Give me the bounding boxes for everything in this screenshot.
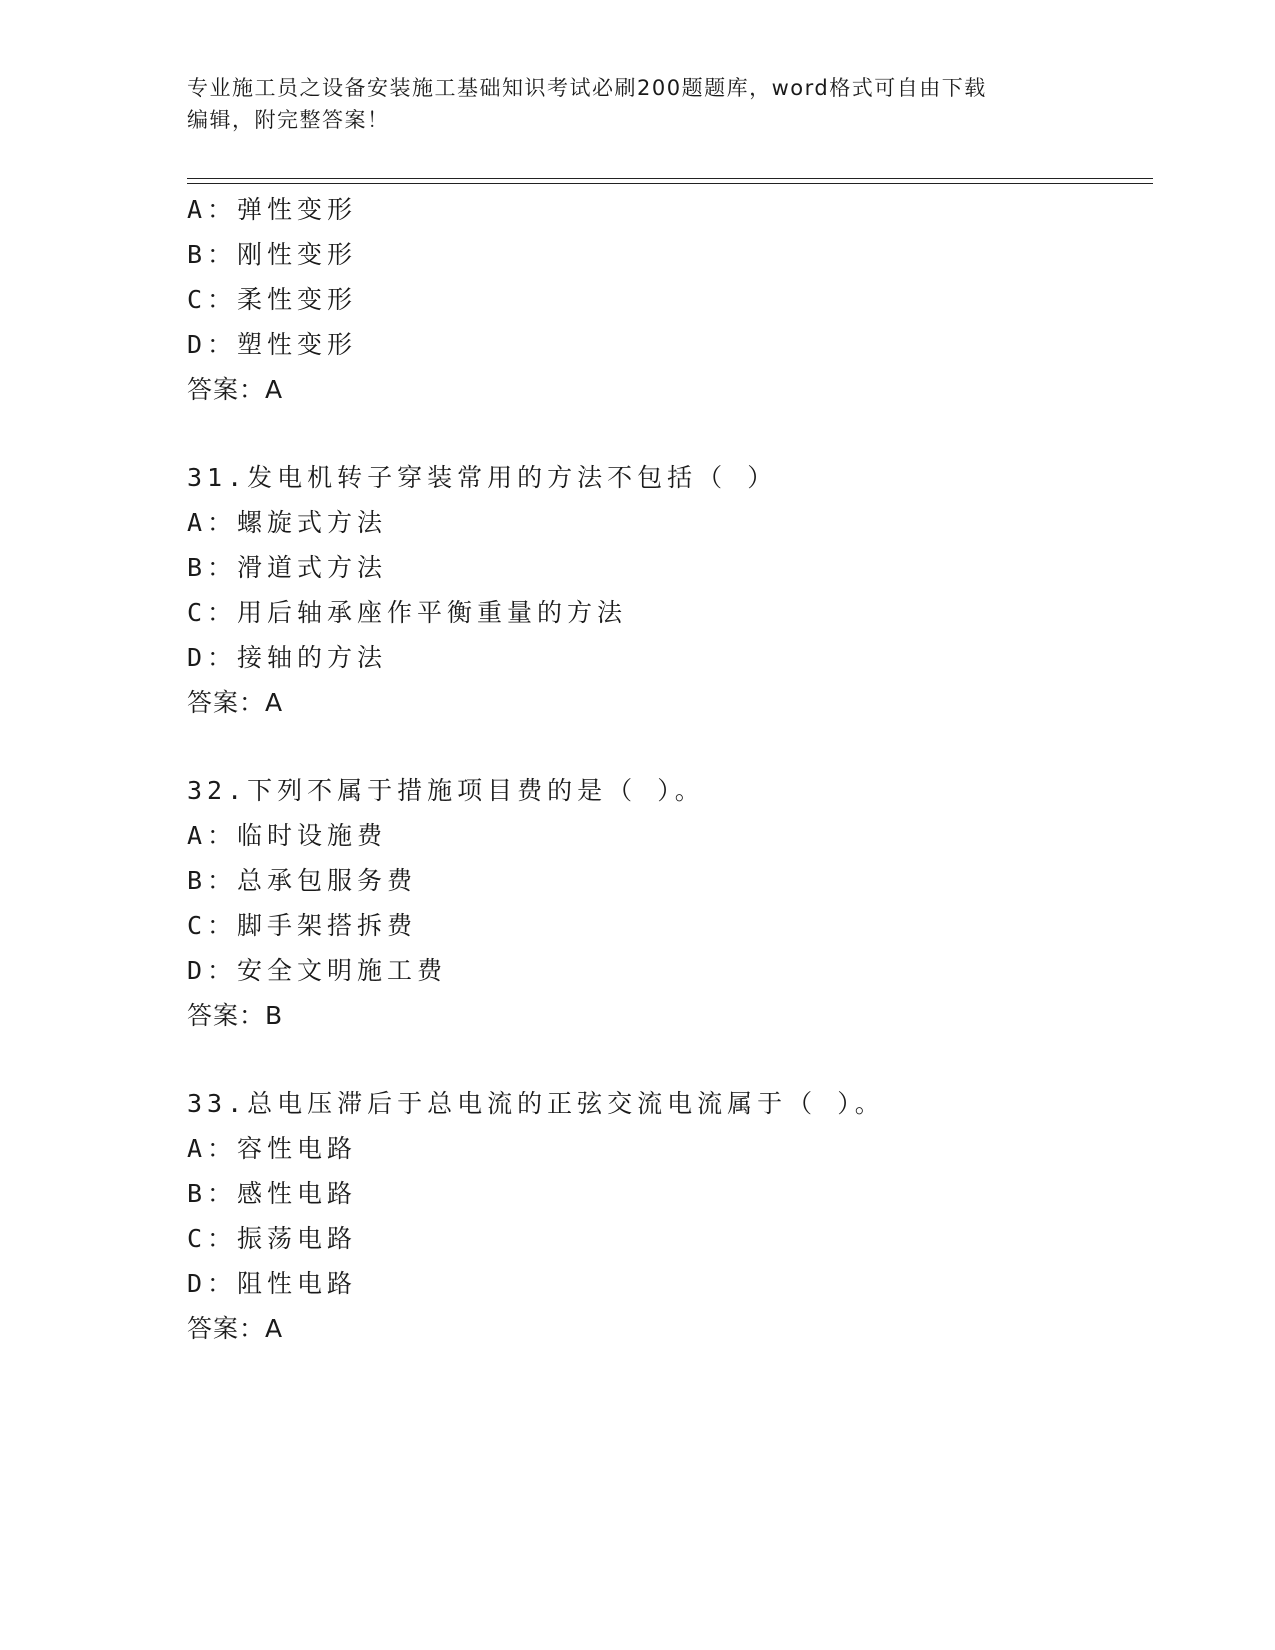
q30-option-a: A：弹性变形	[187, 195, 358, 224]
q32-option-a: A：临时设施费	[187, 821, 388, 850]
header-divider-bottom	[187, 183, 1153, 184]
q31-option-c: C：用后轴承座作平衡重量的方法	[187, 598, 628, 627]
q32-option-b: B：总承包服务费	[187, 866, 418, 895]
q31-question: 31.发电机转子穿装常用的方法不包括（ ）	[187, 463, 778, 492]
document-header	[187, 72, 1087, 136]
header-line-2: 编辑，附完整答案！	[187, 108, 390, 132]
q30-option-b: B：刚性变形	[187, 240, 358, 269]
header-divider-top	[187, 178, 1153, 179]
q33-option-c: C：振荡电路	[187, 1224, 358, 1253]
q33-option-a: A：容性电路	[187, 1134, 358, 1163]
q32-option-c: C：脚手架搭拆费	[187, 911, 418, 940]
q33-option-b: B：感性电路	[187, 1179, 358, 1208]
q32-question: 32.下列不属于措施项目费的是（ ）。	[187, 776, 705, 805]
q31-option-d: D：接轴的方法	[187, 643, 388, 672]
q33-option-d: D：阻性电路	[187, 1269, 358, 1298]
q32-option-d: D：安全文明施工费	[187, 956, 448, 985]
q33-question: 33.总电压滞后于总电流的正弦交流电流属于（ ）。	[187, 1089, 885, 1118]
q31-option-a: A：螺旋式方法	[187, 508, 388, 537]
q31-answer: 答案：A	[187, 688, 284, 717]
q30-answer: 答案：A	[187, 375, 284, 404]
q33-answer: 答案：A	[187, 1314, 284, 1343]
header-line-1: 专业施工员之设备安装施工基础知识考试必刷200题题库，word格式可自由下载	[187, 76, 987, 100]
q30-option-c: C：柔性变形	[187, 285, 358, 314]
q32-answer: 答案：B	[187, 1001, 284, 1030]
q30-option-d: D：塑性变形	[187, 330, 358, 359]
q31-option-b: B：滑道式方法	[187, 553, 388, 582]
